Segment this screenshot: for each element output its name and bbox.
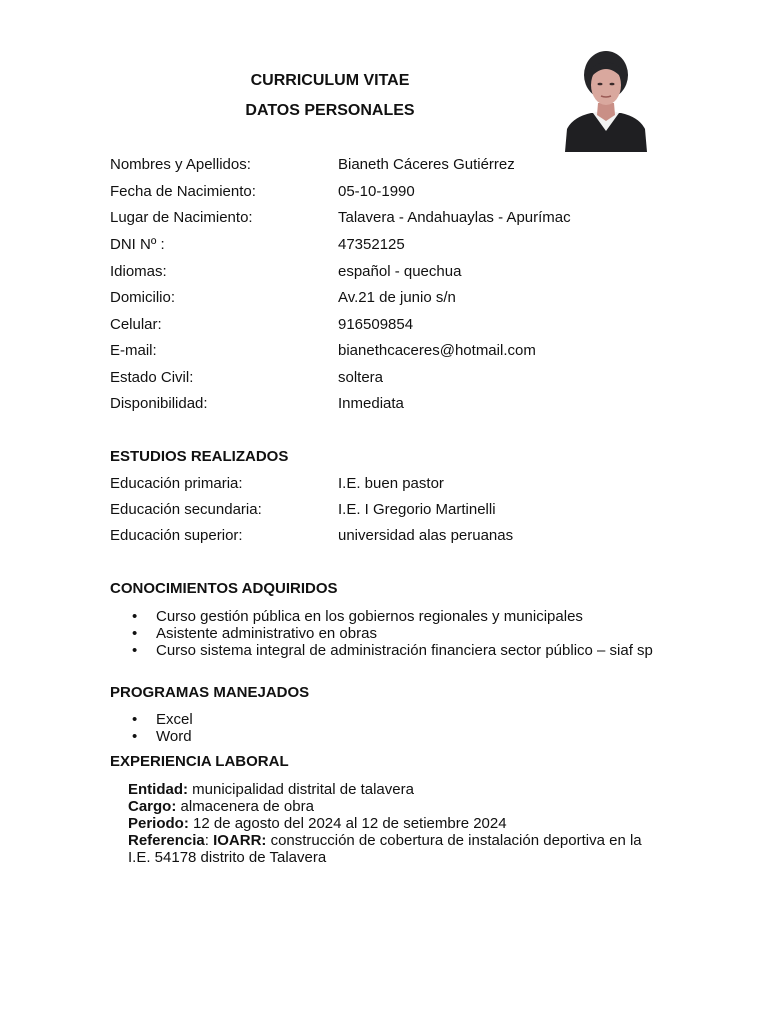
field-label: Lugar de Nacimiento: xyxy=(110,209,253,226)
personal-row-civil-status xyxy=(110,369,670,389)
field-label: Fecha de Nacimiento: xyxy=(110,183,256,200)
profile-photo xyxy=(563,47,649,152)
experience-entity xyxy=(128,781,668,798)
field-label: Nombres y Apellidos: xyxy=(110,156,251,173)
list-item: • Curso gestión pública en los gobiernos regionales y municipales xyxy=(110,608,670,625)
personal-row-phone xyxy=(110,316,670,336)
entity-label: Entidad: xyxy=(128,781,188,798)
section-title-personal: DATOS PERSONALES xyxy=(245,102,415,119)
field-value: bianethcaceres@hotmail.com xyxy=(338,342,536,359)
reference-value: construcción de cobertura de instalación deportiva en la I.E. 54178 distrito de Talavera xyxy=(128,832,642,866)
personal-row-availability xyxy=(110,395,670,415)
section-heading-experience: EXPERIENCIA LABORAL xyxy=(110,753,289,770)
personal-row-dni xyxy=(110,236,670,256)
list-item: • Excel xyxy=(110,711,670,728)
experience-role xyxy=(128,798,668,815)
field-value: 47352125 xyxy=(338,236,405,253)
field-value: I.E. I Gregorio Martinelli xyxy=(338,501,496,518)
experience-period xyxy=(128,815,668,832)
entity-value: municipalidad distrital de talavera xyxy=(192,781,414,798)
field-label: Educación primaria: xyxy=(110,475,243,492)
field-label: Educación superior: xyxy=(110,527,243,544)
field-label: E-mail: xyxy=(110,342,157,359)
period-label: Periodo: xyxy=(128,815,189,832)
field-label: Domicilio: xyxy=(110,289,176,306)
studies-row-higher xyxy=(110,527,670,547)
field-value: Bianeth Cáceres Gutiérrez xyxy=(338,156,515,173)
field-label: Disponibilidad: xyxy=(110,395,208,412)
field-label: Idiomas: xyxy=(110,263,167,280)
list-item: • Asistente administrativo en obras xyxy=(110,625,670,642)
period-value: 12 de agosto del 2024 al 12 de setiembre 2024 xyxy=(193,815,507,832)
personal-row-email xyxy=(110,342,670,362)
field-value: soltera xyxy=(338,369,384,386)
section-heading-knowledge: CONOCIMIENTOS ADQUIRIDOS xyxy=(110,580,338,597)
field-value: Av.21 de junio s/n xyxy=(338,289,456,306)
field-label: Educación secundaria: xyxy=(110,501,262,518)
personal-row-languages xyxy=(110,263,670,283)
field-label: Celular: xyxy=(110,316,162,333)
reference-separator: : xyxy=(204,832,214,849)
experience-reference xyxy=(128,832,668,866)
field-value: español - quechua xyxy=(338,263,462,280)
field-value: I.E. buen pastor xyxy=(338,475,444,492)
field-value: Inmediata xyxy=(338,395,404,412)
experience-block xyxy=(128,781,668,866)
field-label: Estado Civil: xyxy=(110,369,194,386)
programs-list xyxy=(110,711,670,745)
list-item: • Word xyxy=(110,728,670,745)
section-heading-studies: ESTUDIOS REALIZADOS xyxy=(110,448,289,465)
field-value: universidad alas peruanas xyxy=(338,527,514,544)
document-title: CURRICULUM VITAE xyxy=(250,72,410,89)
role-value: almacenera de obra xyxy=(180,798,314,815)
field-value: Talavera - Andahuaylas - Apurímac xyxy=(338,209,571,226)
personal-row-birthdate xyxy=(110,183,670,203)
personal-row-birthplace xyxy=(110,209,670,229)
studies-row-primary xyxy=(110,475,670,495)
reference-label: Referencia xyxy=(128,832,205,849)
knowledge-list xyxy=(110,608,670,659)
list-item: • Curso sistema integral de administración financiera sector público – siaf sp xyxy=(110,642,670,659)
role-label: Cargo: xyxy=(128,798,177,815)
field-label: DNI Nº : xyxy=(110,236,165,253)
section-heading-programs: PROGRAMAS MANEJADOS xyxy=(110,684,310,701)
personal-row-address xyxy=(110,289,670,309)
studies-row-secondary xyxy=(110,501,670,521)
ioarr-label: IOARR: xyxy=(213,832,267,849)
personal-row-name xyxy=(110,156,670,176)
field-value: 05-10-1990 xyxy=(338,183,415,200)
field-value: 916509854 xyxy=(338,316,414,333)
